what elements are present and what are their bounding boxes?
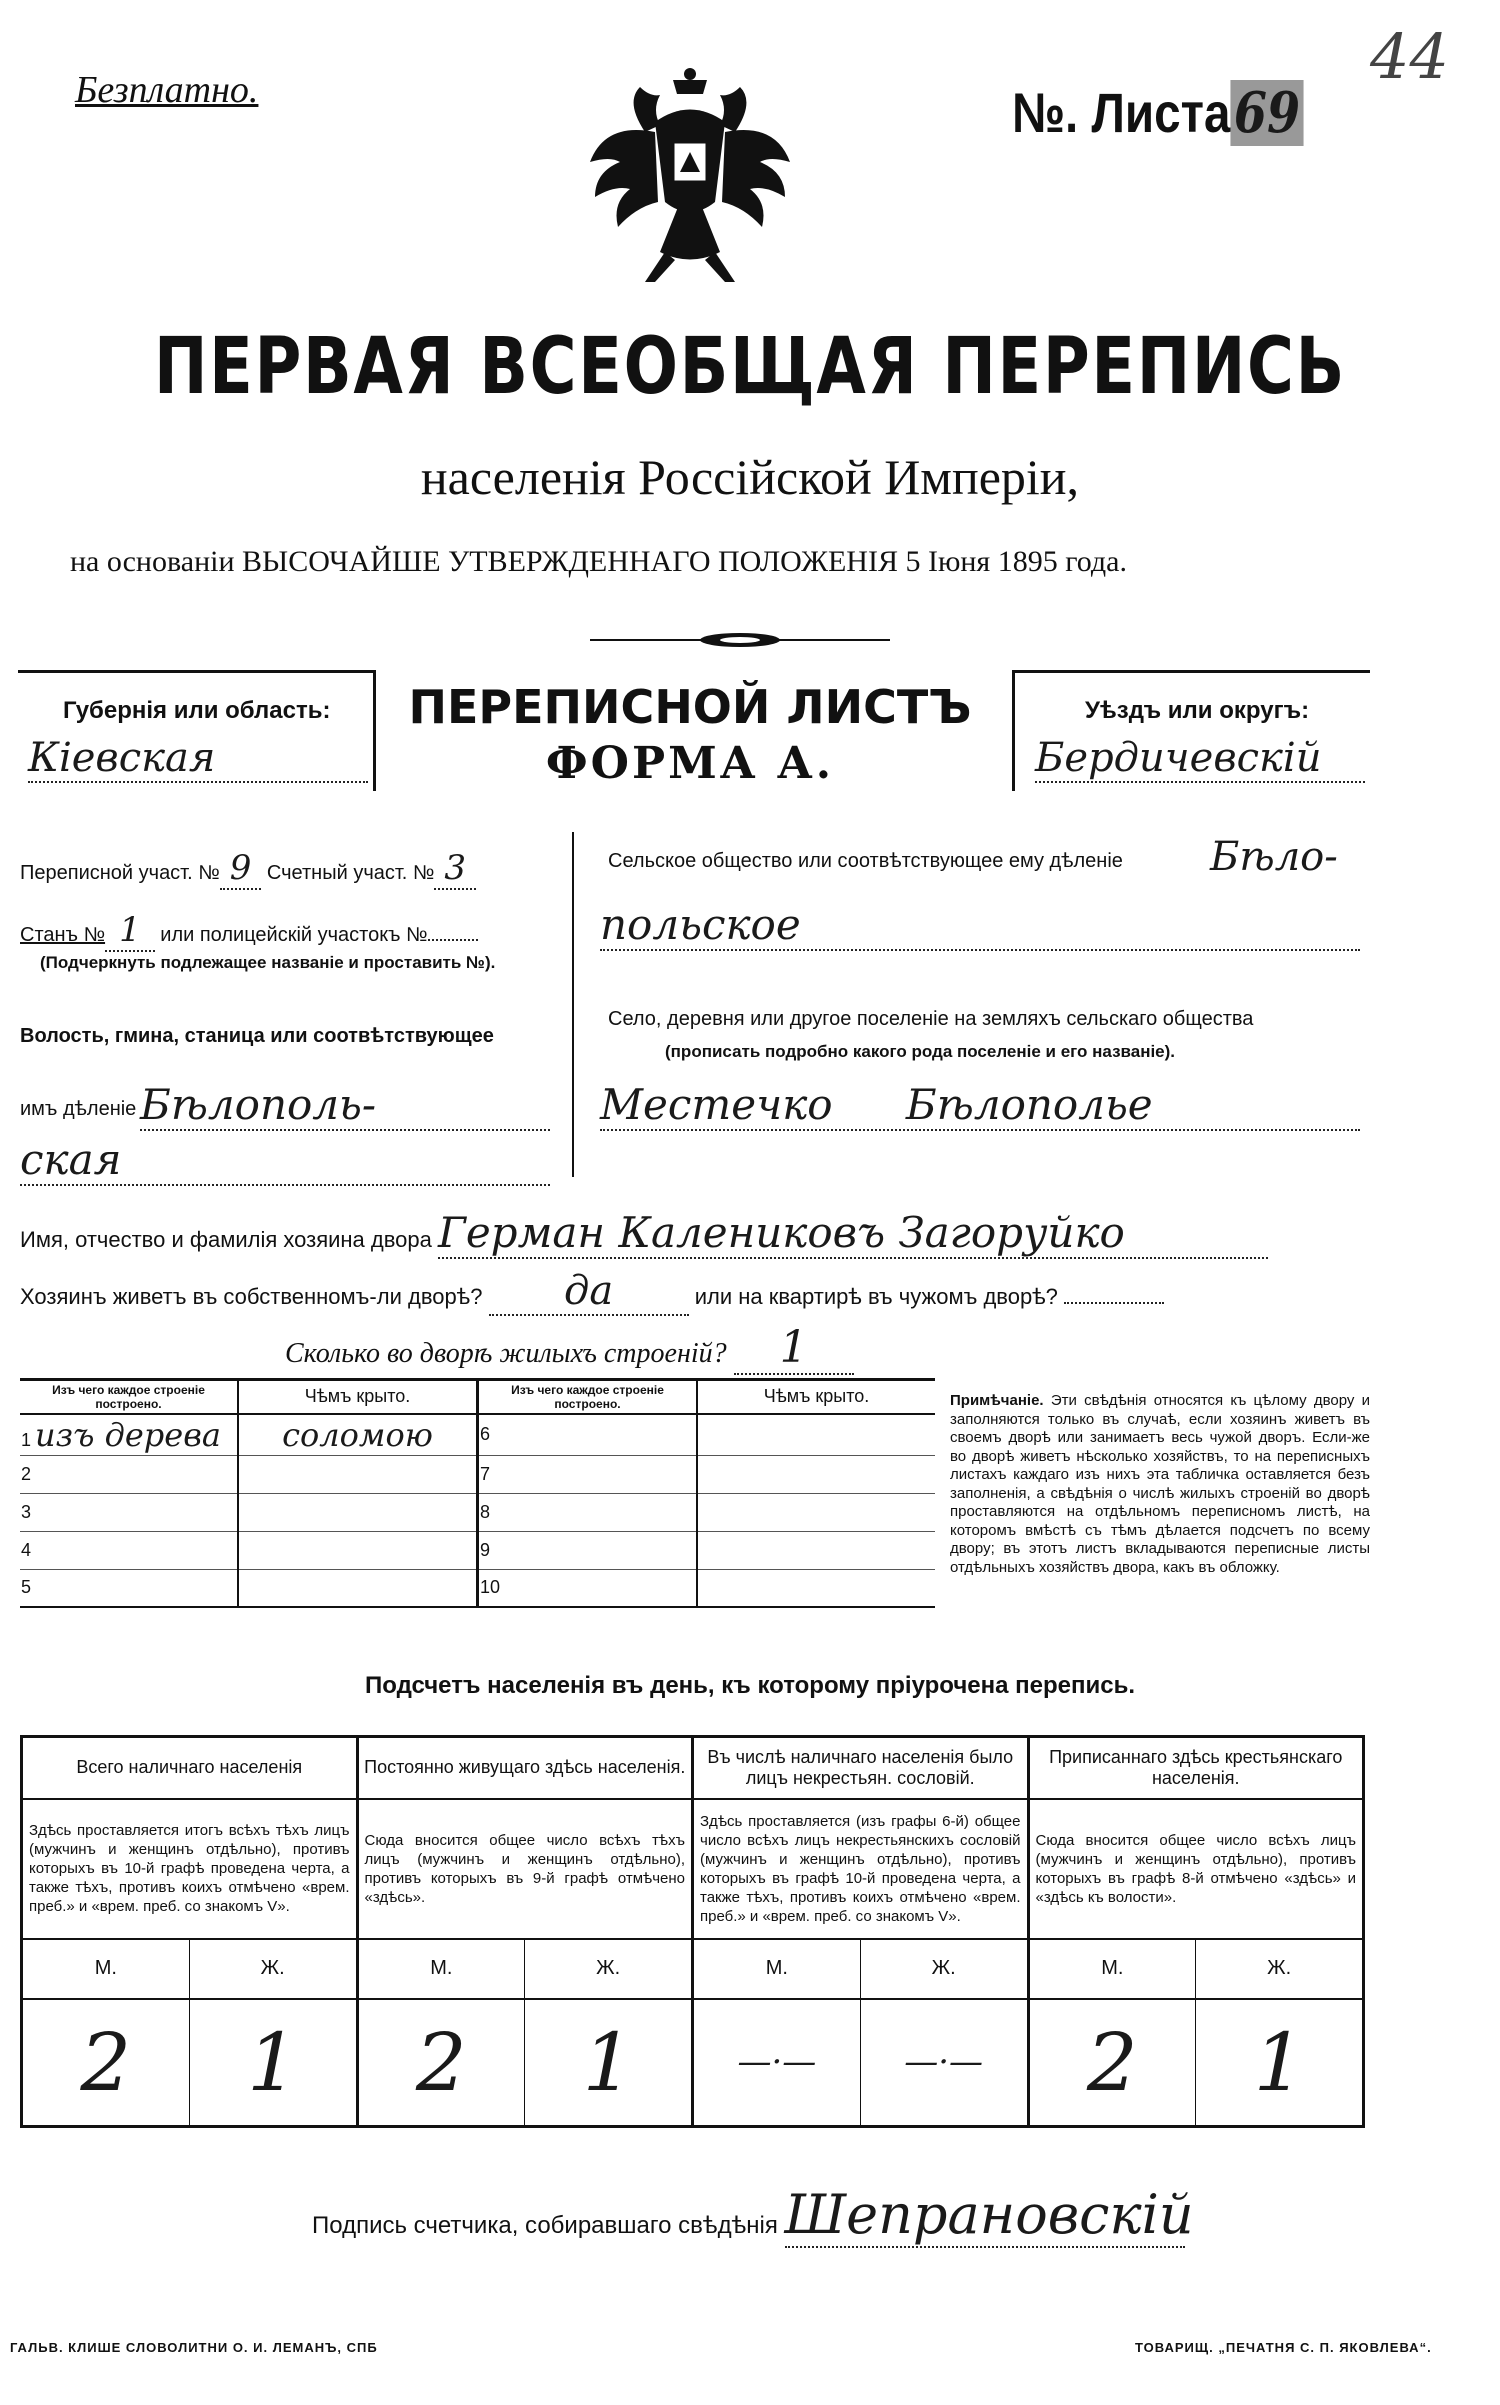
material-header: Изъ чего каждое строеніе построено. — [20, 1380, 238, 1414]
buildings-count-row — [285, 1322, 854, 1375]
row-5-material: 5 — [20, 1569, 238, 1607]
sheet-number-label — [1012, 80, 1303, 146]
society-value: Бѣло- — [1210, 834, 1338, 880]
table-row — [20, 1414, 935, 1456]
police-value — [428, 939, 478, 941]
page-title: ПЕРВАЯ ВСЕОБЩАЯ ПЕРЕПИСЬ — [153, 322, 1347, 412]
owner-name-label: Имя, отчество и фамилія хозяина двора — [20, 1227, 432, 1252]
uezd-value: Бердичевскій — [1035, 735, 1365, 783]
footnote — [950, 1392, 1370, 1577]
roof-header-2: Чѣмъ крыто. — [697, 1380, 935, 1414]
permanent-male-value: 2 — [357, 1999, 525, 2127]
own-yard-label: Хозяинъ живетъ въ собственномъ-ли дворѣ? — [20, 1284, 483, 1309]
footnote-title: Примѣчаніе. — [950, 1392, 1044, 1409]
material-value: изъ дерева — [35, 1415, 221, 1454]
buildings-count-label: Сколько во дворѣ жилыхъ строеній? — [285, 1338, 727, 1369]
col-nonpeasant-desc: Здѣсь проставляется (изъ графы 6-й) общее число всѣхъ лицъ некрестьянскихъ сословій (мужчинъ и женщинъ отдѣльно), противъ которыхъ въ графѣ 10-й проведена черта, а также тѣхъ, противъ коихъ отмѣчено «врем. преб.» и «врем. преб. со знакомъ V». — [693, 1799, 1029, 1939]
total-female-value: 1 — [189, 1999, 357, 2127]
nonpeasant-male-value: —·— — [693, 1999, 861, 2127]
female-header: Ж. — [1196, 1939, 1364, 1999]
sheet-number-value: 69 — [1230, 80, 1303, 146]
row-3-material: 3 — [20, 1493, 238, 1531]
enumerator-signature: Шепрановскій — [784, 2183, 1194, 2246]
volost-value: Бѣлополь- — [140, 1080, 550, 1131]
society-label: Сельское общество или соотвѣтствующее ему дѣленіе — [608, 850, 1123, 872]
row-8-material: 8 — [478, 1493, 698, 1531]
rent-value — [1064, 1302, 1164, 1304]
col-ascribed-title: Приписаннаго здѣсь крестьянскаго населенія. — [1028, 1737, 1364, 1799]
population-heading: Подсчетъ населенія въ день, къ которому пріурочена перепись. — [365, 1672, 1135, 1699]
governorate-value: Кіевская — [28, 735, 368, 783]
table-row — [22, 1999, 1364, 2127]
row-4-roof — [238, 1531, 478, 1569]
ascribed-female-value: 1 — [1253, 2015, 1305, 2109]
form-subtitle: ФОРМА А. — [545, 738, 835, 789]
row-7-material: 7 — [478, 1455, 698, 1493]
row-6-roof — [697, 1414, 935, 1456]
ascribed-male-value: 2 — [1028, 1999, 1196, 2127]
stan-note: (Подчеркнуть подлежащее названіе и проставить №). — [40, 953, 496, 972]
village-note: (прописать подробно какого рода поселеніе и его названіе). — [665, 1042, 1176, 1061]
count-district-label: Счетный участ. № — [266, 862, 435, 884]
owner-name-value: Герман Калениковъ Загоруйко — [438, 1208, 1268, 1259]
free-label: Безплатно. — [75, 69, 259, 111]
column-divider — [572, 832, 574, 1177]
row-1-roof: соломою — [238, 1414, 478, 1456]
footer-left: ГАЛЬВ. КЛИШЕ СЛОВОЛИТНИ О. И. ЛЕМАНЪ, СПБ — [10, 2340, 378, 2355]
row-10-material: 10 — [478, 1569, 698, 1607]
count-district-value: 3 — [434, 848, 476, 890]
row-5-roof — [238, 1569, 478, 1607]
male-header: М. — [693, 1939, 861, 1999]
population-table — [20, 1735, 1365, 2128]
female-header: Ж. — [189, 1939, 357, 1999]
row-7-roof — [697, 1455, 935, 1493]
volost-label-cont: имъ дѣленіе — [20, 1098, 137, 1120]
ornament-divider — [590, 630, 890, 650]
legal-basis: на основаніи ВЫСОЧАЙШЕ УТВЕРЖДЕННАГО ПОЛОЖЕНІЯ 5 Іюня 1895 года. — [70, 545, 1127, 578]
row-9-roof — [697, 1531, 935, 1569]
table-row — [20, 1569, 935, 1607]
corner-number: 44 — [1370, 20, 1449, 93]
stan-row — [20, 910, 478, 950]
row-3-roof — [238, 1493, 478, 1531]
sheet-number-text: №. Листа — [1012, 81, 1231, 144]
form-title: ПЕРЕПИСНОЙ ЛИСТЪ — [408, 680, 972, 734]
permanent-female-value: 1 — [525, 1999, 693, 2127]
row-8-roof — [697, 1493, 935, 1531]
page-subtitle: населенія Россійской Имперіи, — [420, 449, 1080, 505]
signature-label: Подпись счетчика, собиравшаго свѣдѣнія — [312, 2212, 778, 2239]
residence-row — [20, 1268, 1164, 1316]
total-male-value: 2 — [22, 1999, 190, 2127]
row-1-material — [20, 1414, 238, 1456]
imperial-eagle-emblem — [585, 62, 795, 287]
police-label: или полицейскій участокъ № — [160, 924, 428, 946]
own-yard-value: да — [489, 1268, 689, 1316]
female-header: Ж. — [860, 1939, 1028, 1999]
village-label: Село, деревня или другое поселеніе на земляхъ сельскаго общества — [608, 1008, 1254, 1030]
stan-label: Станъ № — [20, 924, 106, 946]
row-2-roof — [238, 1455, 478, 1493]
male-header: М. — [357, 1939, 525, 1999]
buildings-count-value: 1 — [734, 1322, 854, 1375]
col-permanent-desc: Сюда вносится общее число всѣхъ тѣхъ лицъ (мужчинъ и женщинъ отдѣльно), противъ которыхъ въ 9-й графѣ отмѣчено «здѣсь». — [357, 1799, 693, 1939]
governorate-box — [18, 670, 376, 791]
male-header: М. — [1028, 1939, 1196, 1999]
village-value: Местечко Бѣлополье — [600, 1080, 1360, 1131]
volost-label: Волость, гмина, станица или соотвѣтствующее — [20, 1025, 494, 1047]
uezd-box — [1012, 670, 1370, 791]
row-6-material: 6 — [478, 1414, 698, 1456]
table-row — [20, 1531, 935, 1569]
table-row — [20, 1493, 935, 1531]
row-10-roof — [697, 1569, 935, 1607]
nonpeasant-female-value: —·— — [860, 1999, 1028, 2127]
col-ascribed-desc: Сюда вносится общее число всѣхъ лицъ (мужчинъ и женщинъ отдѣльно), противъ которыхъ въ графѣ 8-й отмѣчено «здѣсь» и «здѣсь къ волости». — [1028, 1799, 1364, 1939]
census-district-value: 9 — [220, 848, 262, 890]
row-9-material: 9 — [478, 1531, 698, 1569]
census-district-row — [20, 848, 476, 888]
material-header-2: Изъ чего каждое строеніе построено. — [478, 1380, 698, 1414]
roof-header: Чѣмъ крыто. — [238, 1380, 478, 1414]
male-header: М. — [22, 1939, 190, 1999]
stan-value: 1 — [105, 910, 155, 952]
col-nonpeasant-title: Въ числѣ наличнаго населенія было лицъ некрестьян. сословій. — [693, 1737, 1029, 1799]
row-number: 1 — [21, 1429, 32, 1450]
uezd-label: Уѣздъ или округъ: — [1085, 697, 1310, 724]
volost-value-cont: ская — [20, 1135, 550, 1186]
table-row — [20, 1455, 935, 1493]
footnote-text: Эти свѣдѣнія относятся къ цѣлому двору и заполняются только въ случаѣ, если хозяинъ живетъ въ своемъ дворѣ или занимаетъ весь чужой дворъ. Если-же во дворѣ живетъ нѣсколько хозяйствъ, то на переписныхъ листахъ каждаго изъ нихъ эта табличка оставляется безъ заполненія, а свѣдѣнія о числѣ жилыхъ строеній во дворѣ проставляются на отдѣльномъ переписномъ листѣ, на которомъ вмѣстѣ съ тѣмъ дѣлается подсчетъ по всему двору; въ этотъ листъ вкладываются переписные листы отдѣльныхъ хозяйствъ двора, какъ въ обложку. — [950, 1392, 1371, 1576]
female-header: Ж. — [525, 1939, 693, 1999]
col-total-title: Всего наличнаго населенія — [22, 1737, 358, 1799]
row-2-material: 2 — [20, 1455, 238, 1493]
buildings-table — [20, 1378, 935, 1608]
rent-label: или на квартирѣ въ чужомъ дворѣ? — [694, 1284, 1058, 1309]
col-total-desc: Здѣсь проставляется итогъ всѣхъ тѣхъ лицъ (мужчинъ и женщинъ отдѣльно), противъ которыхъ въ 10-й графѣ проведена черта, а также тѣхъ, противъ коихъ отмѣчено «врем. преб.» и «врем. преб. со знакомъ V». — [22, 1799, 358, 1939]
census-district-label: Переписной участ. № — [20, 862, 220, 884]
owner-row — [20, 1208, 1268, 1259]
footer-right: ТОВАРИЩ. „ПЕЧАТНЯ С. П. ЯКОВЛЕВА“. — [1135, 2340, 1432, 2355]
row-4-material: 4 — [20, 1531, 238, 1569]
signature-row — [312, 2183, 1194, 2248]
society-value-cont: польское — [600, 900, 1360, 951]
governorate-label: Губернія или область: — [63, 697, 331, 724]
col-permanent-title: Постоянно живущаго здѣсь населенія. — [357, 1737, 693, 1799]
